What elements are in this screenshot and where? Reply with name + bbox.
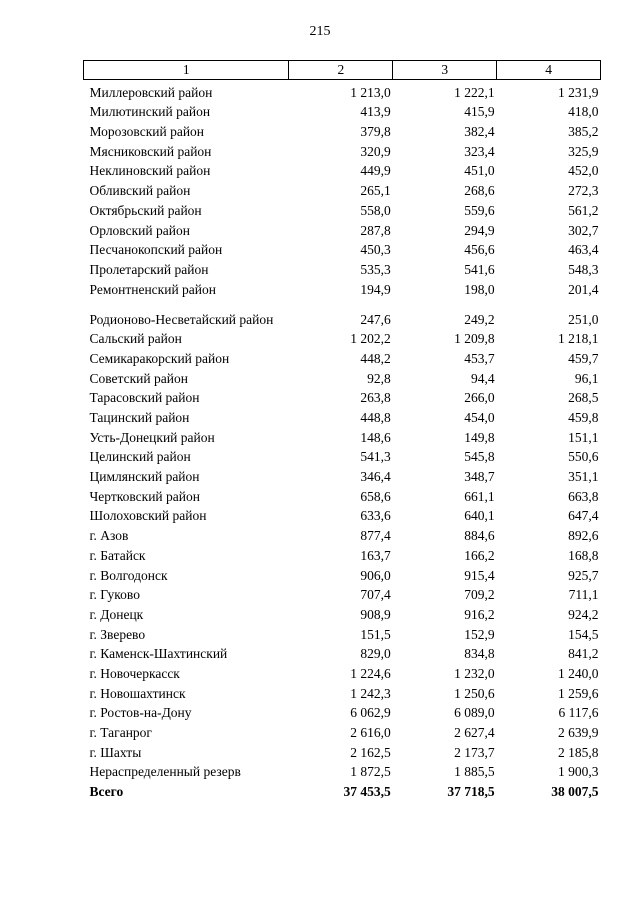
value-col-3: 382,4: [464, 124, 495, 140]
value-col-3: 268,6: [464, 183, 495, 199]
table-row: [84, 504, 601, 524]
row-name: г. Азов: [89, 528, 129, 544]
value-col-4: 924,2: [568, 606, 599, 622]
table-row: [84, 543, 601, 563]
table-row: [84, 119, 601, 139]
row-name: Родионово-Несветайский район: [89, 311, 274, 327]
value-col-2: 2 162,5: [350, 744, 391, 760]
column-header-4: 4: [497, 61, 601, 80]
table-row: [84, 366, 601, 386]
value-col-3: 1 209,8: [454, 331, 495, 347]
value-col-2: 151,5: [360, 626, 391, 642]
value-col-4: 548,3: [568, 261, 599, 277]
value-col-3: 2 627,4: [454, 725, 495, 740]
value-col-2: 2 616,0: [350, 725, 391, 740]
table-row: [84, 583, 601, 603]
row-name: Тацинский район: [89, 410, 190, 425]
value-col-2: 658,6: [360, 488, 391, 504]
value-col-3: 198,0: [464, 281, 495, 297]
value-col-4: 452,0: [568, 163, 599, 179]
value-col-4: 463,4: [568, 242, 599, 258]
value-col-3: 152,9: [464, 626, 495, 642]
table-row: [84, 720, 601, 740]
table-row: [84, 178, 601, 198]
table-row: [84, 159, 601, 179]
value-col-4: 459,7: [568, 350, 599, 366]
value-col-3: 166,2: [464, 547, 495, 563]
value-col-3: 454,0: [464, 410, 495, 425]
value-col-4: 925,7: [568, 567, 599, 583]
row-name: Песчанокопский район: [89, 242, 223, 258]
row-name: Мясниковский район: [89, 143, 212, 159]
table-row: [84, 523, 601, 543]
row-name: Усть-Донецкий район: [89, 429, 215, 445]
value-col-3: 709,2: [464, 587, 495, 603]
row-name: г. Таганрог: [89, 725, 152, 740]
value-col-4: 418,0: [568, 104, 599, 120]
value-col-2: 148,6: [360, 429, 391, 445]
value-col-3: 453,7: [464, 350, 495, 366]
value-col-2: 379,8: [360, 124, 391, 140]
value-col-2: 450,3: [360, 242, 391, 258]
value-col-4: 272,3: [568, 183, 599, 199]
value-col-2: 448,8: [360, 410, 391, 425]
row-name: Шолоховский район: [89, 508, 207, 524]
value-col-3: 2 173,7: [454, 744, 495, 760]
table-row: [84, 602, 601, 622]
value-col-2: 877,4: [360, 528, 391, 544]
value-col-4: 168,8: [568, 547, 599, 563]
value-col-4: 663,8: [568, 488, 599, 504]
value-col-4: 201,4: [568, 281, 599, 297]
row-name: Тарасовский район: [89, 390, 200, 406]
value-col-3: 415,9: [464, 104, 495, 120]
value-col-3: 37 718,5: [447, 784, 495, 800]
table-row: [84, 661, 601, 681]
row-name: Обливский район: [89, 183, 191, 199]
value-col-4: 561,2: [568, 202, 599, 218]
row-name: Нераспределенный резерв: [89, 764, 241, 780]
value-col-4: 1 231,9: [558, 84, 599, 100]
value-col-4: 1 218,1: [558, 331, 599, 347]
column-header-3: 3: [393, 61, 497, 80]
value-col-3: 323,4: [464, 143, 495, 159]
value-col-2: 1 872,5: [350, 764, 391, 780]
value-col-4: 268,5: [568, 390, 599, 406]
value-col-3: 451,0: [464, 163, 495, 179]
value-col-4: 550,6: [568, 449, 599, 465]
value-col-4: 1 240,0: [558, 665, 599, 681]
value-col-3: 1 885,5: [454, 764, 495, 780]
table-row: [84, 779, 601, 799]
row-name: Семикаракорский район: [89, 350, 230, 366]
value-col-4: 841,2: [568, 646, 599, 662]
value-col-3: 149,8: [464, 429, 495, 445]
table-row: [84, 346, 601, 366]
value-col-3: 1 222,1: [454, 84, 495, 100]
value-col-3: 545,8: [464, 449, 495, 465]
value-col-3: 640,1: [464, 508, 495, 524]
value-col-3: 6 089,0: [454, 705, 495, 721]
table-row: [84, 297, 601, 327]
column-header-2: 2: [289, 61, 393, 80]
value-col-2: 163,7: [360, 547, 391, 563]
value-col-4: 325,9: [568, 143, 599, 159]
row-name: г. Зверево: [89, 626, 146, 642]
value-col-3: 456,6: [464, 242, 495, 258]
value-col-4: 711,1: [568, 587, 599, 603]
value-col-4: 302,7: [568, 222, 599, 238]
value-col-2: 633,6: [360, 508, 391, 524]
value-col-2: 449,9: [360, 163, 391, 179]
table-row: [84, 198, 601, 218]
table-row: [84, 277, 601, 297]
row-name: г. Каменск-Шахтинский: [89, 646, 228, 662]
value-col-3: 94,4: [471, 370, 495, 386]
value-col-4: 2 639,9: [558, 725, 599, 740]
value-col-3: 1 232,0: [454, 665, 495, 681]
table-row: [84, 464, 601, 484]
row-name: Миллеровский район: [89, 84, 213, 100]
table-row: [84, 445, 601, 465]
value-col-3: 834,8: [464, 646, 495, 662]
row-name: г. Гуково: [89, 587, 140, 603]
value-col-2: 413,9: [360, 104, 391, 120]
table-row: [84, 740, 601, 760]
value-col-3: 266,0: [464, 390, 495, 406]
table-row: [84, 484, 601, 504]
value-col-3: 559,6: [464, 202, 495, 218]
row-name: г. Батайск: [89, 547, 146, 563]
value-col-2: 1 242,3: [350, 685, 391, 701]
table-row: [84, 257, 601, 277]
value-col-4: 647,4: [568, 508, 599, 524]
value-col-4: 1 259,6: [558, 685, 599, 701]
table-row: [84, 238, 601, 258]
table-header-row: [84, 61, 601, 80]
value-col-2: 287,8: [360, 222, 391, 238]
row-name: Целинский район: [89, 449, 191, 465]
row-name: Неклиновский район: [89, 163, 211, 179]
row-name: г. Новошахтинск: [89, 685, 186, 701]
value-col-3: 915,4: [464, 567, 495, 583]
row-name: Орловский район: [89, 222, 190, 238]
value-col-2: 1 202,2: [350, 331, 391, 347]
table-row: [84, 425, 601, 445]
row-name: Пролетарский район: [89, 261, 209, 277]
table-row: [84, 139, 601, 159]
row-name: Милютинский район: [89, 104, 211, 120]
row-name: Всего: [89, 784, 124, 800]
value-col-2: 247,6: [360, 311, 391, 327]
value-col-2: 6 062,9: [350, 705, 391, 721]
value-col-2: 37 453,5: [343, 784, 391, 800]
value-col-3: 916,2: [464, 606, 495, 622]
value-col-2: 1 213,0: [350, 84, 391, 100]
value-col-2: 92,8: [367, 370, 391, 386]
table-row: [84, 642, 601, 662]
row-name: Советский район: [89, 370, 188, 386]
value-col-3: 1 250,6: [454, 685, 495, 701]
table-row: [84, 327, 601, 347]
row-name: г. Волгодонск: [89, 567, 168, 583]
row-name: Октябрьский район: [89, 202, 202, 218]
value-col-2: 1 224,6: [350, 665, 391, 681]
table-row: [84, 218, 601, 238]
value-col-2: 906,0: [360, 567, 391, 583]
data-table: [83, 60, 601, 799]
value-col-4: 351,1: [568, 469, 599, 485]
table-row: [84, 563, 601, 583]
value-col-4: 459,8: [568, 410, 599, 425]
value-col-2: 908,9: [360, 606, 391, 622]
value-col-3: 541,6: [464, 261, 495, 277]
value-col-2: 263,8: [360, 390, 391, 406]
value-col-3: 249,2: [464, 311, 495, 327]
value-col-2: 346,4: [360, 469, 391, 485]
row-name: г. Новочеркасск: [89, 665, 180, 681]
row-name: г. Донецк: [89, 606, 144, 622]
value-col-4: 154,5: [568, 626, 599, 642]
value-col-4: 2 185,8: [558, 744, 599, 760]
value-col-2: 541,3: [360, 449, 391, 465]
value-col-4: 96,1: [574, 370, 599, 386]
table-row: [84, 100, 601, 120]
table-row: [84, 760, 601, 780]
table-row: [84, 701, 601, 721]
row-name: Сальский район: [89, 331, 182, 347]
value-col-4: 385,2: [568, 124, 599, 140]
value-col-4: 38 007,5: [551, 784, 599, 800]
value-col-2: 707,4: [360, 587, 391, 603]
value-col-2: 320,9: [360, 143, 391, 159]
row-name: Чертковский район: [89, 488, 200, 504]
row-name: Цимлянский район: [89, 469, 200, 485]
value-col-3: 661,1: [464, 488, 495, 504]
row-name: Морозовский район: [89, 124, 205, 140]
table-body: [84, 80, 601, 800]
page-number: 215: [309, 24, 331, 39]
value-col-3: 294,9: [464, 222, 495, 238]
value-col-2: 535,3: [360, 261, 391, 277]
value-col-2: 194,9: [360, 281, 391, 297]
table-row: [84, 622, 601, 642]
value-col-2: 265,1: [360, 183, 391, 199]
table-row: [84, 80, 601, 100]
value-col-4: 251,0: [568, 311, 599, 327]
value-col-4: 6 117,6: [558, 705, 599, 721]
value-col-4: 892,6: [568, 528, 599, 544]
table-row: [84, 405, 601, 425]
table-row: [84, 386, 601, 406]
row-name: Ремонтненский район: [89, 281, 216, 297]
value-col-2: 558,0: [360, 202, 391, 218]
table-row: [84, 681, 601, 701]
value-col-2: 829,0: [360, 646, 391, 662]
value-col-2: 448,2: [360, 350, 391, 366]
row-name: г. Ростов-на-Дону: [89, 705, 192, 721]
value-col-3: 348,7: [464, 469, 495, 485]
column-header-1: 1: [84, 61, 289, 80]
value-col-3: 884,6: [464, 528, 495, 544]
value-col-4: 1 900,3: [558, 764, 599, 780]
row-name: г. Шахты: [89, 744, 142, 760]
value-col-4: 151,1: [568, 429, 599, 445]
